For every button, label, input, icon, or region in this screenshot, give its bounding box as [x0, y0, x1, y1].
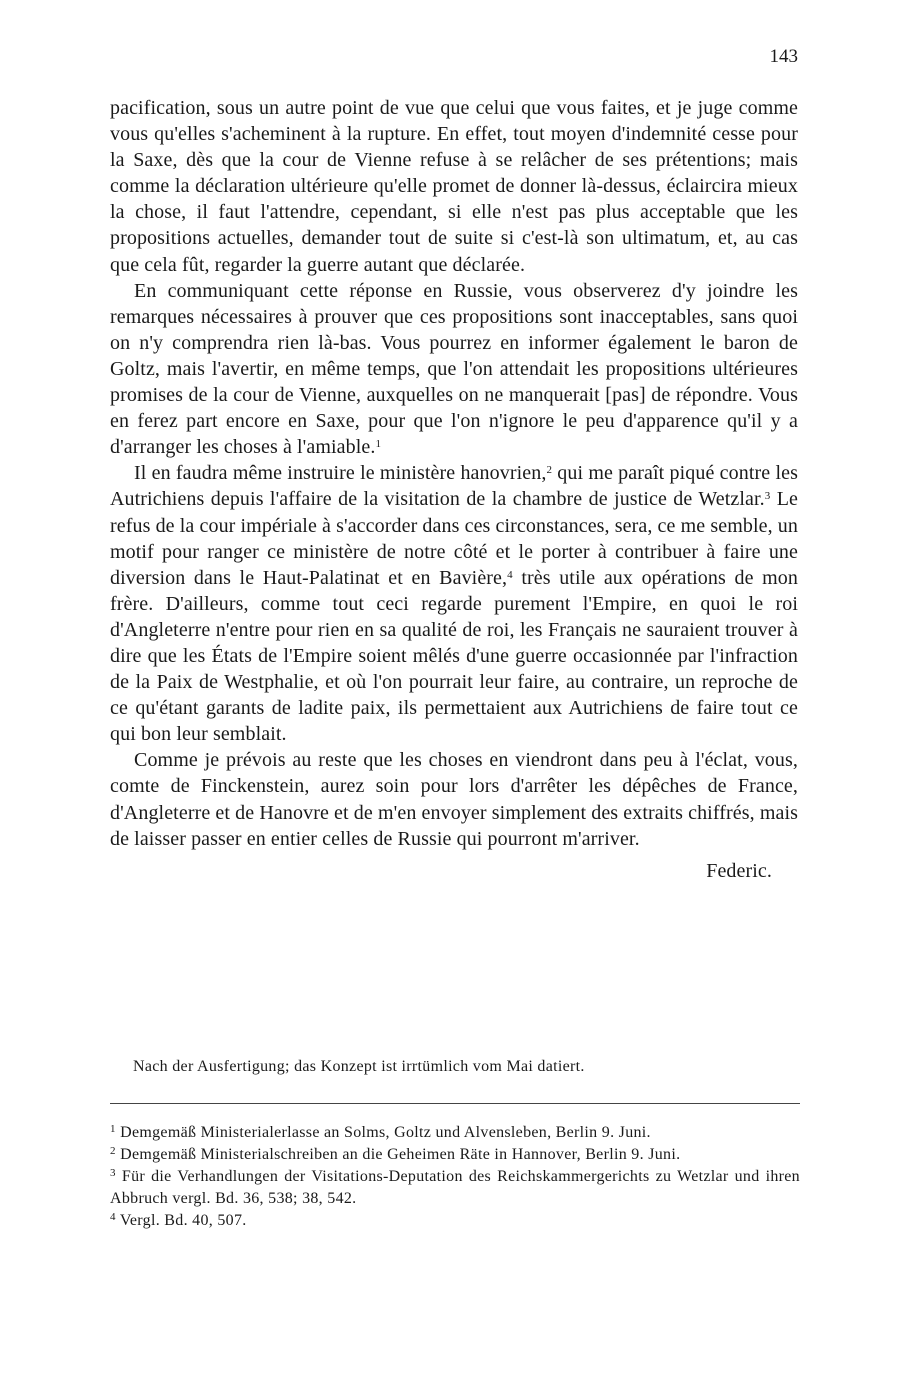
paragraph: [110, 460, 798, 747]
footnote-divider: [110, 1103, 800, 1104]
footnote-text: Demgemäß Ministerialerlasse an Solms, Goltz und Alvensleben, Berlin 9. Juni.: [120, 1124, 651, 1141]
footnote: [110, 1122, 800, 1144]
paragraph: [110, 95, 798, 278]
footnote-text: Für die Verhandlungen der Visitations-Deputation des Reichskammergerichts zu Wetzlar und ihren Abbruch vergl. Bd. 36, 538; 38, 542.: [110, 1168, 800, 1207]
footnote: [110, 1166, 800, 1210]
paragraph-list: [110, 95, 798, 852]
footnote-number: 1: [110, 1123, 116, 1135]
footnote: [110, 1144, 800, 1166]
footnote-number: 3: [110, 1167, 116, 1179]
footnote-number: 4: [110, 1211, 116, 1223]
paragraph-text: Comme je prévois au reste que les choses en viendront dans peu à l'éclat, vous, comte de Finckenstein, aurez soin pour lors d'arrêter les dépêches de France, d'Angleterre et de Hanovre et de m'en envoyer simplement des extraits chiffrés, mais de laisser passer en entier celles de Russie qui pourront m'arriver.: [110, 749, 798, 850]
footnote-number: 2: [110, 1145, 116, 1157]
paragraph: [110, 278, 798, 461]
paragraph-text: pacification, sous un autre point de vue que celui que vous faites, et je juge comme vous qu'elles s'acheminent à la rupture. En effet, tout moyen d'indemnité cesse pour la Saxe, dès que la cour de Vienne refuse à se relâcher de ses prétentions; mais comme la déclaration ultérieure qu'elle promet de donner là-dessus, éclaircira mieux la chose, il faut l'attendre, cependant, si elle n'est pas plus acceptable que les propositions actuelles, demander tout de suite si c'est-là son ultimatum, et, au cas que cela fût, regarder la guerre autant que déclarée.: [110, 97, 798, 276]
letter-body: [110, 95, 798, 884]
signature: Federic.: [706, 859, 772, 882]
footnote: [110, 1210, 800, 1232]
footnote-text: Demgemäß Ministerialschreiben an die Geheimen Räte in Hannover, Berlin 9. Juni.: [120, 1146, 681, 1163]
paragraph-text: Il en faudra même instruire le ministère hanovrien,: [134, 462, 547, 485]
paragraph: [110, 747, 798, 851]
paragraph-text: qui me paraît piqué contre les Autrichiens depuis l'affaire de la visitation de la chambre de justice de Wetzlar.: [110, 462, 798, 511]
paragraph-text: très utile aux opérations de mon frère. D'ailleurs, comme tout ceci regarde purement l'Empire, en quoi le roi d'Angleterre n'entre pour rien en sa qualité de roi, les Français ne sauraient trouver à dire que les États de l'Empire soient mêlés d'une guerre occasionnée par l'infraction de la Paix de Westphalie, et où l'on pourrait leur faire, au contraire, un reproche de ce qu'étant garants de ladite paix, ils permettaient aux Autrichiens de faire tout ce qui bon leur semblait.: [110, 566, 798, 746]
footnote-reference: 1: [375, 438, 382, 451]
footnote-reference: 3: [764, 490, 771, 503]
footnote-reference: 2: [546, 464, 553, 477]
source-note: Nach der Ausfertigung; das Konzept ist irrtümlich vom Mai datiert.: [133, 1058, 585, 1075]
paragraph-text: En communiquant cette réponse en Russie, vous observerez d'y joindre les remarques nécessaires à prouver que ces propositions sont inacceptables, sans quoi on n'y comprendra rien là-bas. Vous pourrez en informer également le baron de Goltz, mais l'avertir, en même temps, que l'on attendait les propositions ultérieures promises de la cour de Vienne, auxquelles on ne manquerait [pas] de répondre. Vous en ferez part encore en Saxe, pour que l'on n'ignore le peu d'apparence qu'il y a d'arranger les choses à l'amiable.: [110, 279, 798, 459]
paragraph-text: Le refus de la cour impériale à s'accorder dans ces circonstances, sera, ce me semble, un motif pour ranger ce ministère de notre côté et le porter à contribuer à faire une diversion dans le Haut-Palatinat et en Bavière,: [110, 488, 798, 589]
page-number: 143: [769, 46, 798, 67]
footnotes: [110, 1122, 800, 1232]
footnote-text: Vergl. Bd. 40, 507.: [119, 1212, 247, 1229]
footnote-reference: 4: [507, 568, 513, 581]
